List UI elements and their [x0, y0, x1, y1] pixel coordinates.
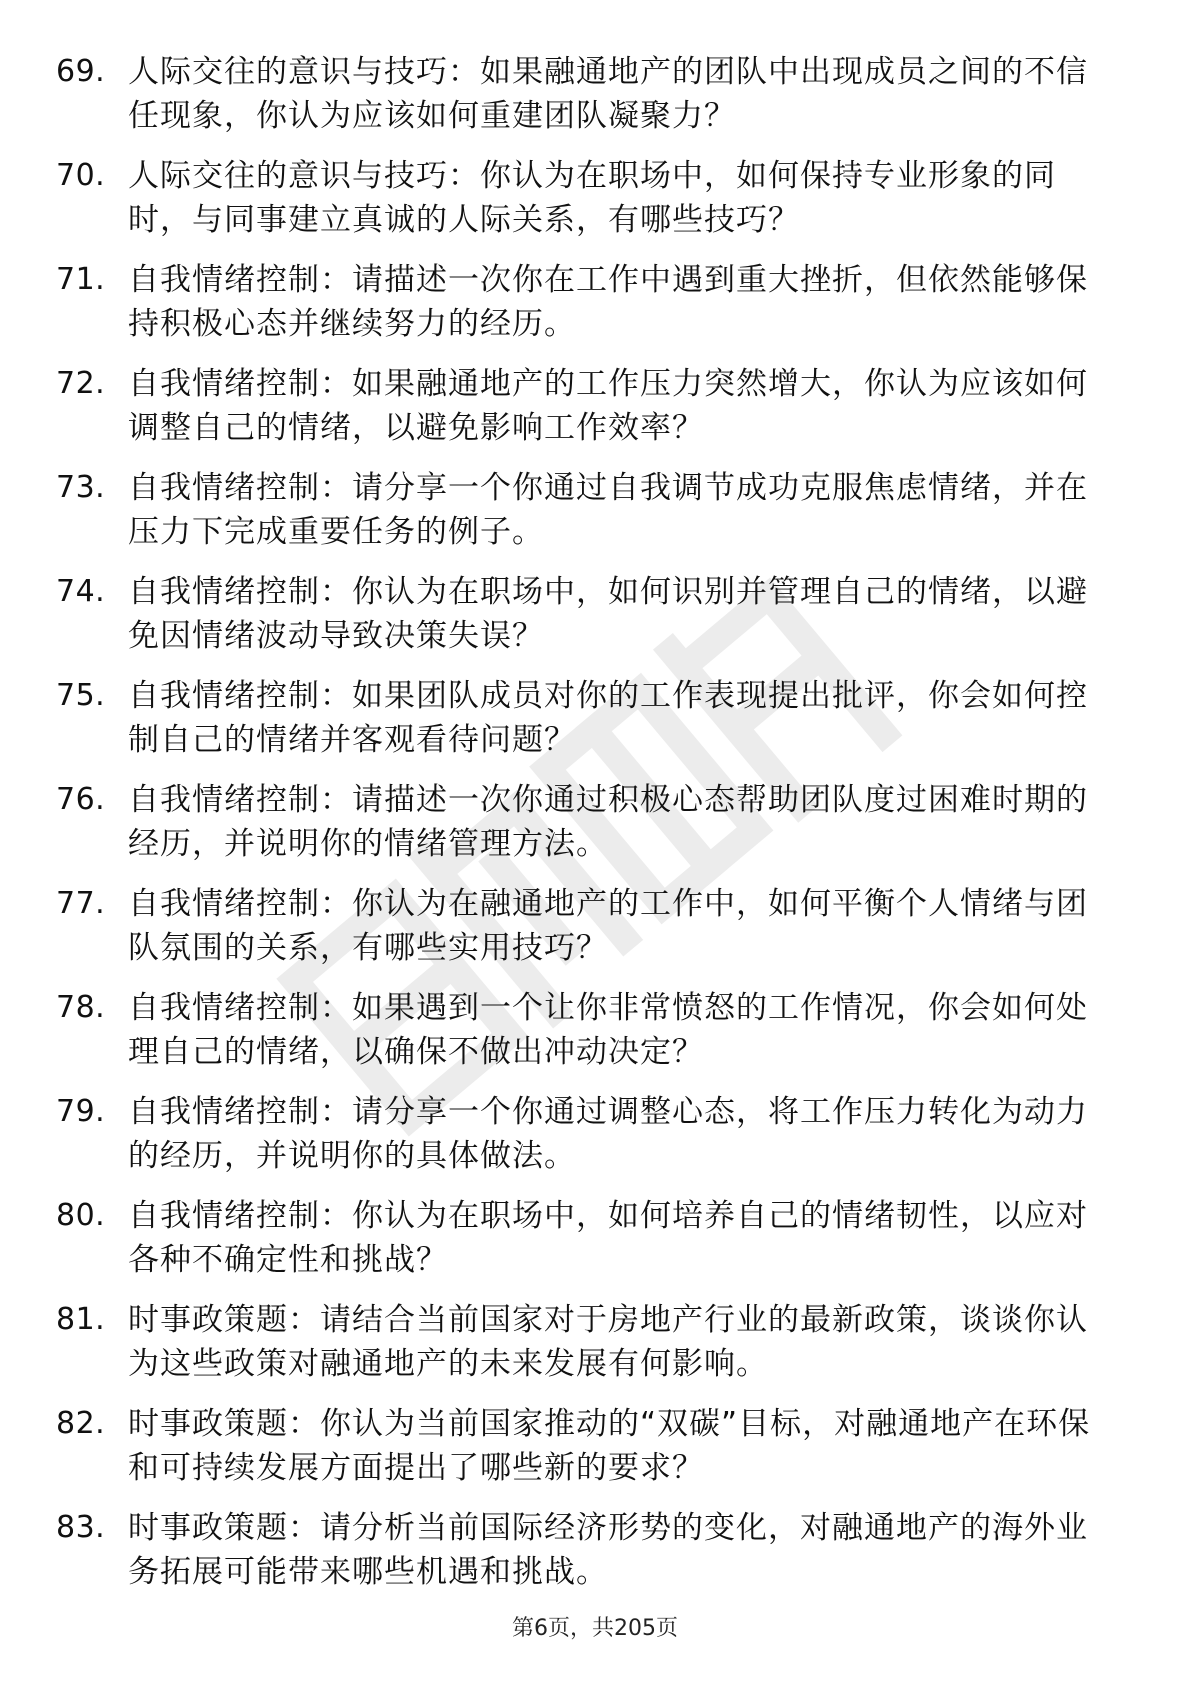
question-item [56, 1402, 1136, 1506]
question-item [56, 1090, 1136, 1194]
question-item [56, 1506, 1136, 1610]
question-item [56, 1194, 1136, 1298]
question-text: 时事政策题：请结合当前国家对于房地产行业的最新政策，谈谈你认为这些政策对融通地产的未来发展有何影响。 [128, 1302, 1088, 1382]
question-text: 自我情绪控制：你认为在职场中，如何培养自己的情绪韧性，以应对各种不确定性和挑战？ [128, 1198, 1088, 1278]
question-number: 70. [56, 158, 106, 193]
question-text: 时事政策题：你认为当前国家推动的“双碳”目标，对融通地产在环保和可持续发展方面提出了哪些新的要求？ [128, 1406, 1091, 1486]
question-number: 78. [56, 990, 106, 1025]
question-text: 自我情绪控制：如果团队成员对你的工作表现提出批评，你会如何控制自己的情绪并客观看待问题？ [128, 678, 1088, 758]
question-list [56, 50, 1136, 1610]
question-item [56, 362, 1136, 466]
question-text: 人际交往的意识与技巧：你认为在职场中，如何保持专业形象的同时，与同事建立真诚的人际关系，有哪些技巧？ [128, 158, 1056, 238]
question-item [56, 50, 1136, 154]
question-number: 80. [56, 1198, 106, 1233]
question-item [56, 674, 1136, 778]
question-number: 79. [56, 1094, 106, 1129]
question-item [56, 154, 1136, 258]
question-item [56, 882, 1136, 986]
question-text: 人际交往的意识与技巧：如果融通地产的团队中出现成员之间的不信任现象，你认为应该如何重建团队凝聚力？ [128, 54, 1088, 134]
question-number: 83. [56, 1510, 106, 1545]
question-text: 自我情绪控制：你认为在融通地产的工作中，如何平衡个人情绪与团队氛围的关系，有哪些实用技巧？ [128, 886, 1088, 966]
question-number: 75. [56, 678, 106, 713]
question-text: 自我情绪控制：请描述一次你在工作中遇到重大挫折，但依然能够保持积极心态并继续努力的经历。 [128, 262, 1088, 342]
question-text: 自我情绪控制：请描述一次你通过积极心态帮助团队度过困难时期的经历，并说明你的情绪管理方法。 [128, 782, 1088, 862]
question-text: 自我情绪控制：请分享一个你通过自我调节成功克服焦虑情绪，并在压力下完成重要任务的例子。 [128, 470, 1088, 550]
question-text: 自我情绪控制：你认为在职场中，如何识别并管理自己的情绪，以避免因情绪波动导致决策失误？ [128, 574, 1088, 654]
question-text: 自我情绪控制：请分享一个你通过调整心态，将工作压力转化为动力的经历，并说明你的具体做法。 [128, 1094, 1088, 1174]
question-number: 81. [56, 1302, 106, 1337]
question-number: 71. [56, 262, 106, 297]
page-footer: 第6页，共205页 [512, 1616, 678, 1641]
question-number: 76. [56, 782, 106, 817]
question-item [56, 778, 1136, 882]
question-number: 82. [56, 1406, 106, 1441]
question-number: 77. [56, 886, 106, 921]
question-number: 74. [56, 574, 106, 609]
question-item [56, 570, 1136, 674]
question-number: 72. [56, 366, 106, 401]
question-item [56, 986, 1136, 1090]
question-text: 自我情绪控制：如果融通地产的工作压力突然增大，你认为应该如何调整自己的情绪，以避免影响工作效率？ [128, 366, 1088, 446]
question-number: 73. [56, 470, 106, 505]
question-text: 时事政策题：请分析当前国际经济形势的变化，对融通地产的海外业务拓展可能带来哪些机遇和挑战。 [128, 1510, 1088, 1590]
question-item [56, 466, 1136, 570]
question-number: 69. [56, 54, 106, 89]
question-item [56, 258, 1136, 362]
question-text: 自我情绪控制：如果遇到一个让你非常愤怒的工作情况，你会如何处理自己的情绪，以确保不做出冲动决定？ [128, 990, 1088, 1070]
question-item [56, 1298, 1136, 1402]
